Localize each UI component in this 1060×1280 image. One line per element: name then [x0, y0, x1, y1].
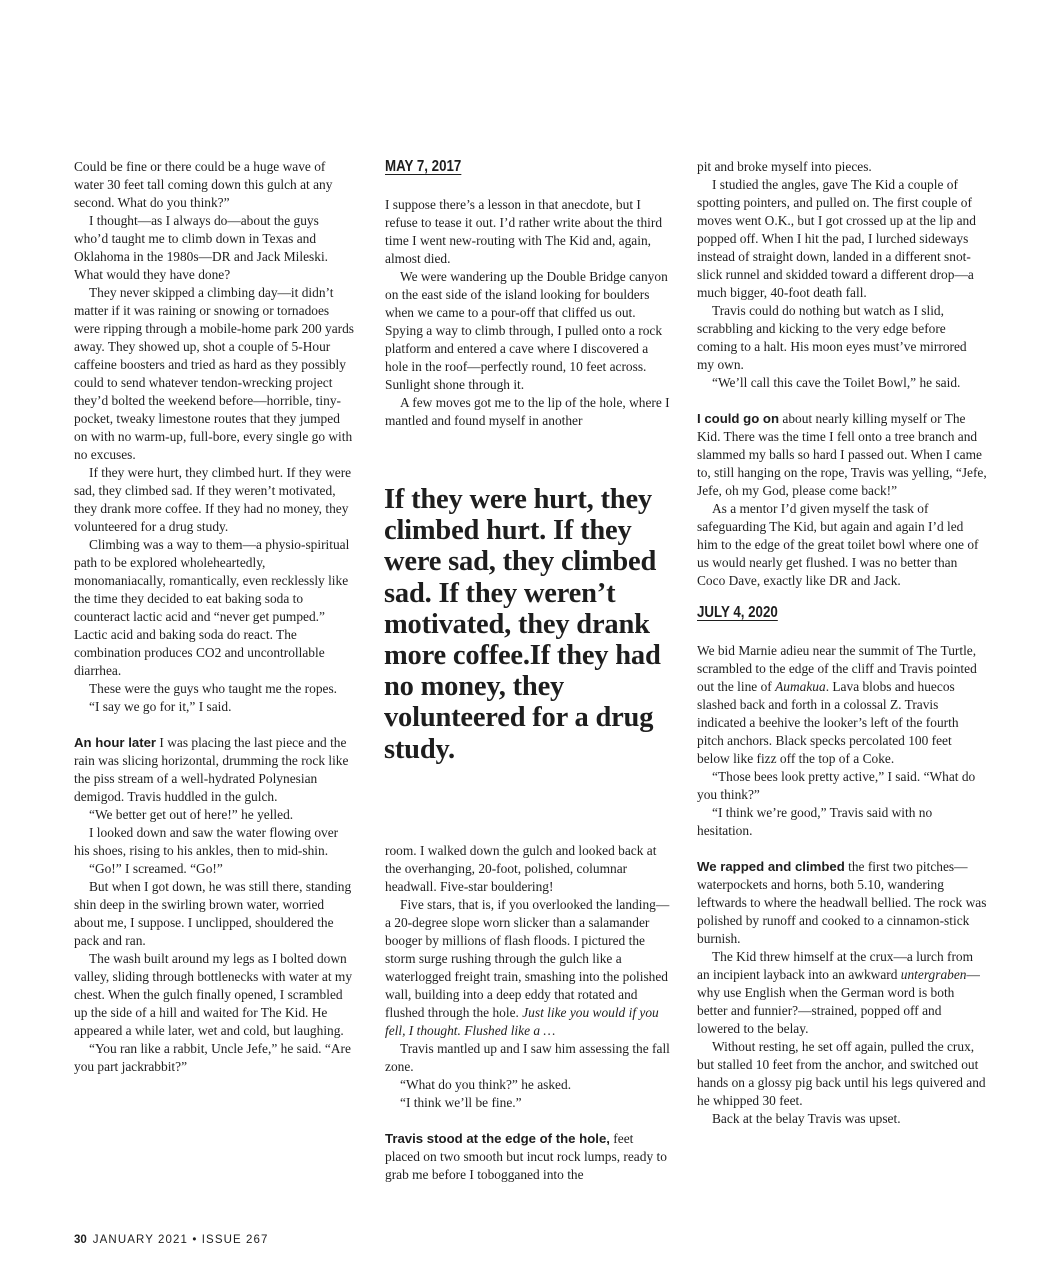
italic-thought: Just like you would if you fell, I thought. Flushed like a …	[385, 1005, 659, 1038]
article-column-3	[697, 158, 987, 1128]
section-paragraph	[697, 858, 987, 948]
pull-quote: If they were hurt, they climbed hurt. If they were sad, they climbed sad. If they weren’t motivated, they drank more coffee.If they had no money, they volunteered for a drug study.	[384, 484, 661, 765]
paragraph: “We’ll call this cave the Toilet Bowl,” he said.	[712, 375, 961, 390]
paragraph: “I say we go for it,” I said.	[89, 699, 232, 714]
paragraph: Back at the belay Travis was upset.	[712, 1111, 901, 1126]
paragraph: I looked down and saw the water flowing over his shoes, rising to his ankles, then to mid-shin.	[74, 825, 339, 858]
paragraph: I thought—as I always do—about the guys who’d taught me to climb down in Texas and Oklahoma in the 1980s—DR and Jack Mileski. What would they have done?	[74, 213, 329, 282]
paragraph-text: the first two pitches—waterpockets and horns, both 5.10, wandering leftwards to where the headwall bellied. The rock was polished by runoff and cooked to a cinnamon-stick burnish.	[697, 859, 987, 946]
paragraph: “I think we’ll be fine.”	[400, 1095, 522, 1110]
paragraph: They never skipped a climbing day—it didn’t matter if it was raining or snowing or tornadoes were ripping through a mobile-home park 200 yards away. They showed up, shot a couple of 5-Hour caffeine boosters and tried as hard as they possibly could to send whatever tendon-wrecking project they’d bolted the weekend before—horrible, tiny-pocket, tweaky limestone routes that they jumped on with no warm-up, full-bore, every single go with no excuses.	[74, 285, 355, 462]
paragraph: “I think we’re good,” Travis said with no hesitation.	[697, 805, 933, 838]
paragraph: Climbing was a way to them—a physio-spiritual path to be explored wholeheartedly, monomaniacally, romantically, even recklessly like the time they decided to eat baking soda to counteract lactic acid and “never get pumped.” Lactic acid and baking soda do react. The combination produces CO2 and uncontrollable diarrhea.	[74, 537, 350, 678]
section-paragraph	[697, 410, 987, 500]
article-column-1	[74, 158, 356, 1076]
article-column-2-top	[385, 158, 671, 430]
section-date-heading: MAY 7, 2017	[385, 158, 462, 175]
route-name: Aumakua	[775, 679, 826, 694]
section-paragraph	[74, 734, 356, 806]
page-footer	[74, 1234, 269, 1246]
paragraph-text: feet placed on two smooth but incut rock lumps, ready to grab me before I tobogganed into the	[385, 1131, 667, 1182]
paragraph: If they were hurt, they climbed hurt. If they were sad, they climbed sad. If they weren’t motivated, they drank more coffee. If they had no money, they volunteered for a drug study.	[74, 465, 352, 534]
paragraph	[385, 896, 671, 1040]
section-date-heading: JULY 4, 2020	[697, 604, 778, 621]
paragraph: “Go!” I screamed. “Go!”	[89, 861, 223, 876]
page-number: 30	[74, 1234, 87, 1246]
section-lead-in: I could go on	[697, 411, 780, 426]
paragraph: room. I walked down the gulch and looked back at the overhanging, 20-foot, polished, columnar headwall. Five-star bouldering!	[385, 843, 657, 894]
paragraph: Without resting, he set off again, pulled the crux, but stalled 10 feet from the anchor, and switched out hands on a glossy pig back until his legs quivered and he whipped 30 feet.	[697, 1039, 986, 1108]
paragraph	[697, 642, 987, 768]
section-lead-in: An hour later	[74, 735, 157, 750]
section-lead-in: We rapped and climbed	[697, 859, 845, 874]
german-word: untergraben	[900, 967, 967, 982]
paragraph: These were the guys who taught me the ropes.	[89, 681, 338, 696]
paragraph: pit and broke myself into pieces.	[697, 159, 872, 174]
paragraph: Travis could do nothing but watch as I slid, scrabbling and kicking to the very edge before coming to a halt. His moon eyes must’ve mirrored my own.	[697, 303, 967, 372]
issue-info: JANUARY 2021 • ISSUE 267	[92, 1234, 269, 1246]
paragraph-text: . Lava blobs and huecos slashed back and forth in a colossal Z. Travis indicated a beehive the looker’s left of the fourth pitch anchors. Black specks percolated 100 feet below like fizz off the top of a Coke.	[697, 679, 959, 766]
paragraph: “Those bees look pretty active,” I said. “What do you think?”	[697, 769, 976, 802]
paragraph: We were wandering up the Double Bridge canyon on the east side of the island looking for boulders when we came to a pour-off that cliffed us out. Spying a way to climb through, I pulled onto a rock platform and entered a cave where I discovered a hole in the roof—perfectly round, 10 feet across. Sunlight shone through it.	[385, 269, 668, 392]
paragraph: “We better get out of here!” he yelled.	[89, 807, 294, 822]
paragraph: “What do you think?” he asked.	[400, 1077, 572, 1092]
paragraph-text: The Kid threw himself at the crux—a lurch from an incipient layback into an awkward	[697, 949, 974, 982]
paragraph: Could be fine or there could be a huge wave of water 30 feet tall coming down this gulch at any second. What do you think?”	[74, 159, 333, 210]
article-column-2-bottom	[385, 842, 671, 1184]
paragraph-text: We bid Marnie adieu near the summit of The Turtle, scrambled to the edge of the cliff and Travis pointed out the line of	[697, 643, 977, 694]
paragraph-text: about nearly killing myself or The Kid. There was the time I fell onto a tree branch and slammed my balls so hard I passed out. When I came to, still hanging on the rope, Travis was yelling, “Jefe, Jefe, oh my God, please come back!”	[697, 411, 987, 498]
paragraph-text: I was placing the last piece and the rain was slicing horizontal, drumming the rock like the piss stream of a well-hydrated Polynesian demigod. Travis huddled in the gulch.	[74, 735, 349, 804]
paragraph	[697, 948, 987, 1038]
paragraph: As a mentor I’d given myself the task of safeguarding The Kid, but again and again I’d led him to the edge of the great toilet bowl where one of us would nearly get flushed. I was no better than Coco Dave, exactly like DR and Jack.	[697, 501, 979, 588]
paragraph: But when I got down, he was still there, standing shin deep in the swirling brown water, worried about me, I suppose. I unclipped, shouldered the pack and ran.	[74, 879, 352, 948]
paragraph-text: —why use English when the German word is both better and funnier?—strained, popped off and lowered to the belay.	[697, 967, 980, 1036]
section-lead-in: Travis stood at the edge of the hole,	[385, 1131, 610, 1146]
paragraph-text: Five stars, that is, if you overlooked the landing—a 20-degree slope worn slicker than a salamander booger by millions of flash floods. I pictured the storm surge rushing through the gulch like a waterlogged freight train, smashing into the polished wall, building into a deep eddy that rotated and flushed through the hole.	[385, 897, 670, 1020]
paragraph: “You ran like a rabbit, Uncle Jefe,” he said. “Are you part jackrabbit?”	[74, 1041, 351, 1074]
paragraph: I suppose there’s a lesson in that anecdote, but I refuse to tease it out. I’d rather write about the third time I went new-routing with The Kid and, again, almost died.	[385, 197, 663, 266]
paragraph: The wash built around my legs as I bolted down valley, sliding through bottlenecks with water at my chest. When the gulch finally opened, I scrambled up the side of a hill and waited for The Kid. He appeared a while later, wet and cold, but laughing.	[74, 951, 353, 1038]
paragraph: I studied the angles, gave The Kid a couple of spotting pointers, and pulled on. The first couple of moves went O.K., but I got crossed up at the lip and popped off. When I hit the pad, I lurched sideways instead of straight down, landed in a different snot-slick runnel and skidded toward a different drop—a much bigger, 40-foot death fall.	[697, 177, 976, 300]
paragraph: Travis mantled up and I saw him assessing the fall zone.	[385, 1041, 670, 1074]
section-paragraph	[385, 1130, 671, 1184]
paragraph: A few moves got me to the lip of the hole, where I mantled and found myself in another	[385, 395, 670, 428]
